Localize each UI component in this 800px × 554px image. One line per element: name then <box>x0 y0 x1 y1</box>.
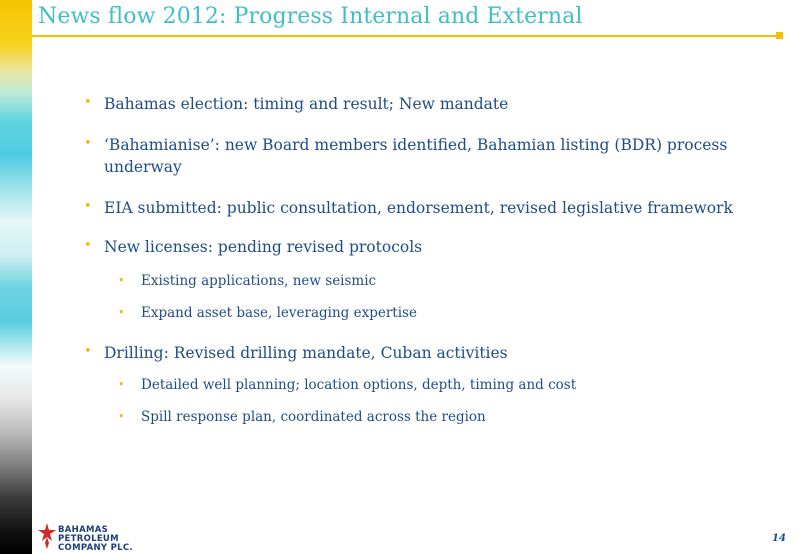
sub-bullet-item: Detailed well planning; location options, depth, timing and cost <box>141 377 577 393</box>
title-underline <box>32 35 778 37</box>
sub-bullet-dot: • <box>118 410 125 423</box>
bullet-dot: • <box>84 95 92 110</box>
bullet-item: EIA submitted: public consultation, endorsement, revised legislative framework <box>104 199 733 217</box>
logo-text: BAHAMAS PETROLEUM COMPANY PLC. <box>58 525 133 553</box>
logo-mark-icon <box>38 523 56 549</box>
bullet-item: Bahamas election: timing and result; New mandate <box>104 95 509 113</box>
bullet-item: New licenses: pending revised protocols <box>104 238 423 256</box>
bullet-dot: • <box>84 238 92 253</box>
sub-bullet-dot: • <box>118 274 125 287</box>
bullet-dot: • <box>84 136 92 151</box>
decorative-gradient-strip <box>0 0 32 554</box>
sub-bullet-item: Spill response plan, coordinated across the region <box>141 409 486 425</box>
sub-bullet-dot: • <box>118 306 125 319</box>
sub-bullet-dot: • <box>118 378 125 391</box>
slide-title: News flow 2012: Progress Internal and External <box>38 4 583 29</box>
page-number: 14 <box>772 533 786 544</box>
title-underline-end-square <box>776 32 783 39</box>
sub-bullet-item: Existing applications, new seismic <box>141 273 377 289</box>
bullet-item-continuation: underway <box>104 158 182 176</box>
bullet-item: ‘Bahamianise’: new Board members identified, Bahamian listing (BDR) process <box>104 136 728 154</box>
company-logo <box>38 523 198 553</box>
sub-bullet-item: Expand asset base, leveraging expertise <box>141 305 417 321</box>
bullet-dot: • <box>84 199 92 214</box>
bullet-item: Drilling: Revised drilling mandate, Cuban activities <box>104 344 508 362</box>
bullet-dot: • <box>84 344 92 359</box>
